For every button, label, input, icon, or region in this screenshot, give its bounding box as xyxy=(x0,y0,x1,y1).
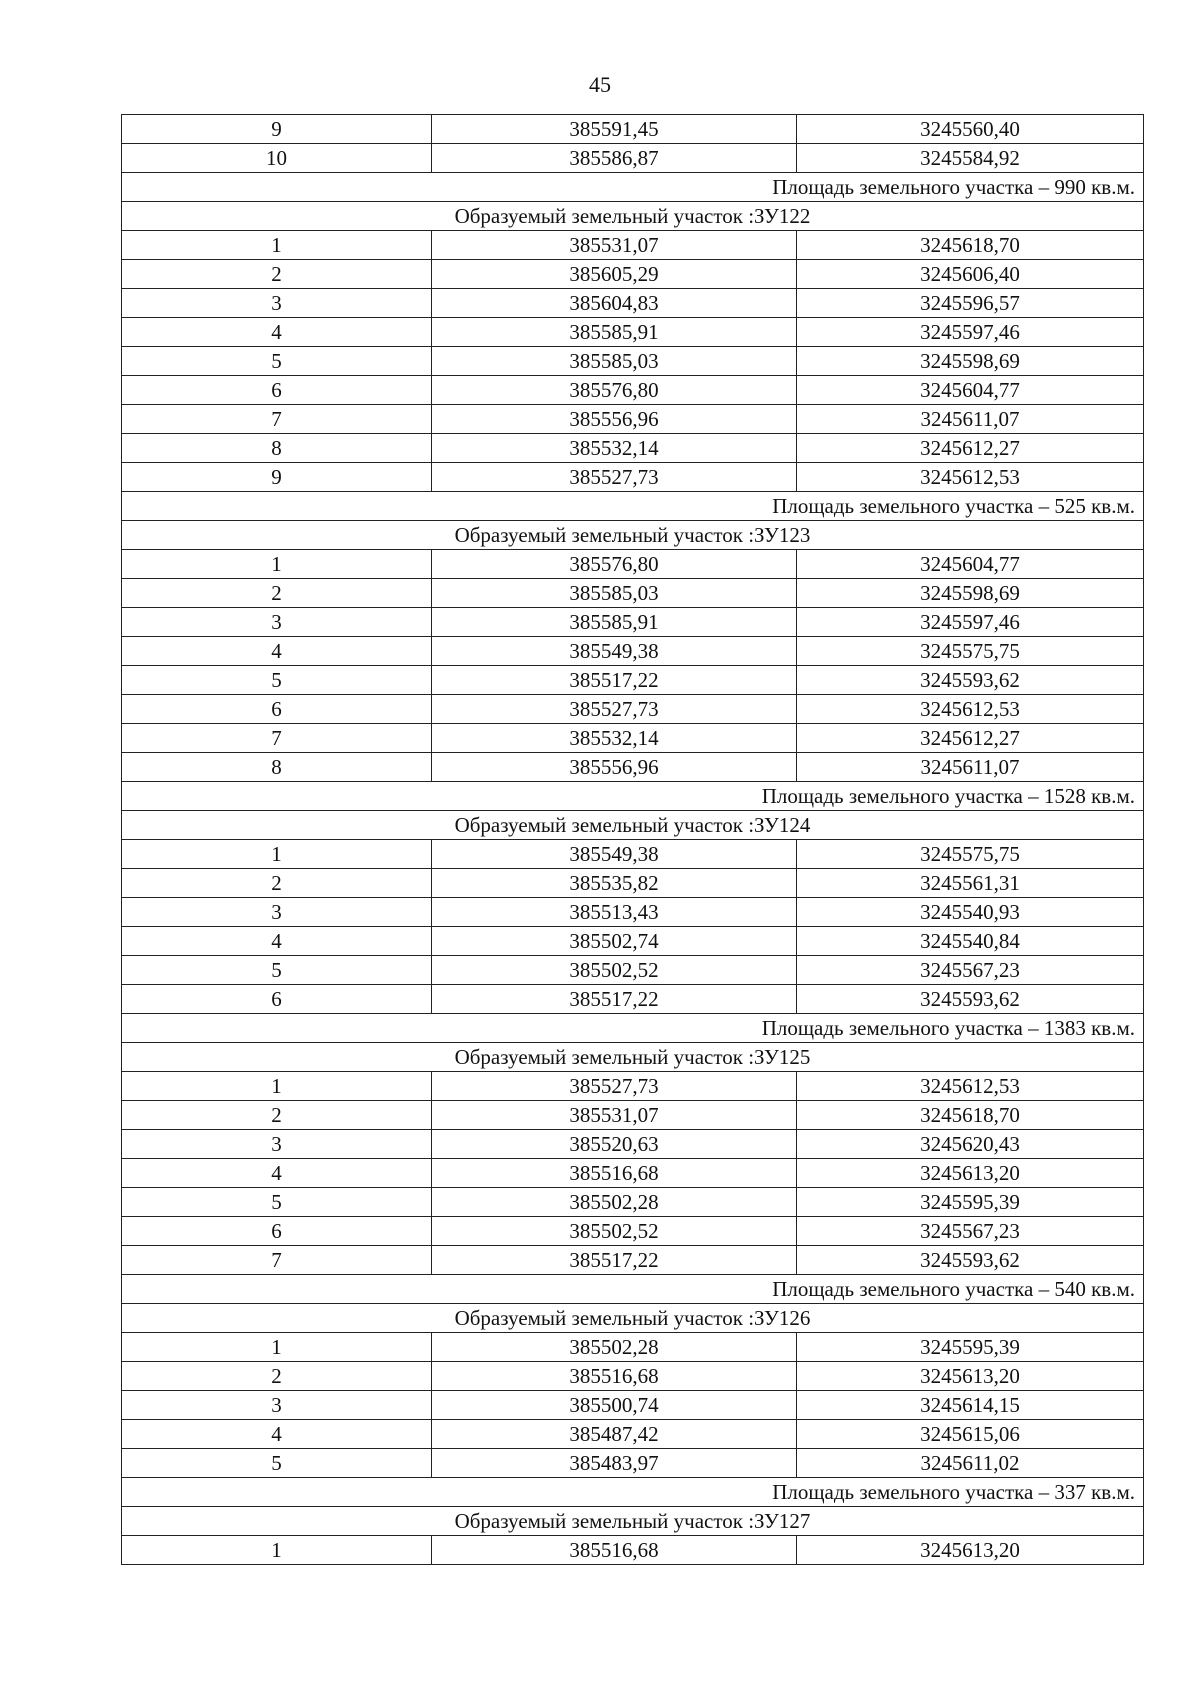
point-number-cell: 9 xyxy=(122,115,432,144)
x-coordinate-cell: 385585,03 xyxy=(432,347,797,376)
table-row xyxy=(122,115,1144,144)
point-number-cell: 3 xyxy=(122,1130,432,1159)
table-row xyxy=(122,695,1144,724)
y-coordinate-cell: 3245604,77 xyxy=(797,376,1144,405)
x-coordinate-cell: 385527,73 xyxy=(432,695,797,724)
parcel-title-text: Образуемый земельный участок :ЗУ122 xyxy=(122,202,1144,231)
y-coordinate-cell: 3245540,84 xyxy=(797,927,1144,956)
x-coordinate-cell: 385516,68 xyxy=(432,1159,797,1188)
table-row xyxy=(122,463,1144,492)
point-number-cell: 8 xyxy=(122,753,432,782)
x-coordinate-cell: 385549,38 xyxy=(432,840,797,869)
point-number-cell: 6 xyxy=(122,695,432,724)
parcel-title-text: Образуемый земельный участок :ЗУ126 xyxy=(122,1304,1144,1333)
parcel-area-text: Площадь земельного участка – 1528 кв.м. xyxy=(122,782,1144,811)
x-coordinate-cell: 385556,96 xyxy=(432,753,797,782)
x-coordinate-cell: 385576,80 xyxy=(432,376,797,405)
table-row xyxy=(122,144,1144,173)
x-coordinate-cell: 385527,73 xyxy=(432,463,797,492)
parcel-area-text: Площадь земельного участка – 525 кв.м. xyxy=(122,492,1144,521)
x-coordinate-cell: 385591,45 xyxy=(432,115,797,144)
point-number-cell: 2 xyxy=(122,1101,432,1130)
table-row xyxy=(122,753,1144,782)
point-number-cell: 4 xyxy=(122,1159,432,1188)
x-coordinate-cell: 385586,87 xyxy=(432,144,797,173)
x-coordinate-cell: 385502,74 xyxy=(432,927,797,956)
area-row xyxy=(122,1014,1144,1043)
table-row xyxy=(122,1420,1144,1449)
x-coordinate-cell: 385483,97 xyxy=(432,1449,797,1478)
x-coordinate-cell: 385500,74 xyxy=(432,1391,797,1420)
parcel-area-text: Площадь земельного участка – 337 кв.м. xyxy=(122,1478,1144,1507)
y-coordinate-cell: 3245597,46 xyxy=(797,318,1144,347)
point-number-cell: 4 xyxy=(122,1420,432,1449)
x-coordinate-cell: 385556,96 xyxy=(432,405,797,434)
point-number-cell: 7 xyxy=(122,724,432,753)
x-coordinate-cell: 385517,22 xyxy=(432,985,797,1014)
parcel-title-row xyxy=(122,1304,1144,1333)
point-number-cell: 10 xyxy=(122,144,432,173)
point-number-cell: 2 xyxy=(122,260,432,289)
coordinates-table xyxy=(121,114,1144,1565)
table-row xyxy=(122,1246,1144,1275)
table-row xyxy=(122,1391,1144,1420)
y-coordinate-cell: 3245595,39 xyxy=(797,1188,1144,1217)
point-number-cell: 5 xyxy=(122,347,432,376)
y-coordinate-cell: 3245567,23 xyxy=(797,1217,1144,1246)
page-number: 45 xyxy=(589,72,611,97)
point-number-cell: 7 xyxy=(122,1246,432,1275)
table-row xyxy=(122,376,1144,405)
point-number-cell: 4 xyxy=(122,318,432,347)
table-row xyxy=(122,724,1144,753)
x-coordinate-cell: 385576,80 xyxy=(432,550,797,579)
parcel-title-row xyxy=(122,521,1144,550)
y-coordinate-cell: 3245593,62 xyxy=(797,666,1144,695)
point-number-cell: 9 xyxy=(122,463,432,492)
y-coordinate-cell: 3245612,27 xyxy=(797,724,1144,753)
point-number-cell: 3 xyxy=(122,898,432,927)
table-row xyxy=(122,637,1144,666)
parcel-area-text: Площадь земельного участка – 990 кв.м. xyxy=(122,173,1144,202)
y-coordinate-cell: 3245620,43 xyxy=(797,1130,1144,1159)
point-number-cell: 6 xyxy=(122,985,432,1014)
point-number-cell: 1 xyxy=(122,550,432,579)
point-number-cell: 7 xyxy=(122,405,432,434)
y-coordinate-cell: 3245606,40 xyxy=(797,260,1144,289)
x-coordinate-cell: 385520,63 xyxy=(432,1130,797,1159)
point-number-cell: 3 xyxy=(122,1391,432,1420)
table-row xyxy=(122,898,1144,927)
y-coordinate-cell: 3245611,07 xyxy=(797,405,1144,434)
point-number-cell: 6 xyxy=(122,1217,432,1246)
area-row xyxy=(122,173,1144,202)
area-row xyxy=(122,782,1144,811)
point-number-cell: 4 xyxy=(122,927,432,956)
x-coordinate-cell: 385585,91 xyxy=(432,608,797,637)
y-coordinate-cell: 3245613,20 xyxy=(797,1536,1144,1565)
parcel-title-row xyxy=(122,1507,1144,1536)
point-number-cell: 3 xyxy=(122,608,432,637)
point-number-cell: 1 xyxy=(122,1536,432,1565)
y-coordinate-cell: 3245540,93 xyxy=(797,898,1144,927)
y-coordinate-cell: 3245614,15 xyxy=(797,1391,1144,1420)
x-coordinate-cell: 385502,52 xyxy=(432,1217,797,1246)
x-coordinate-cell: 385513,43 xyxy=(432,898,797,927)
x-coordinate-cell: 385517,22 xyxy=(432,666,797,695)
table-row xyxy=(122,1362,1144,1391)
parcel-title-text: Образуемый земельный участок :ЗУ127 xyxy=(122,1507,1144,1536)
table-row xyxy=(122,956,1144,985)
table-row xyxy=(122,260,1144,289)
parcel-title-row xyxy=(122,202,1144,231)
table-row xyxy=(122,579,1144,608)
y-coordinate-cell: 3245613,20 xyxy=(797,1362,1144,1391)
y-coordinate-cell: 3245618,70 xyxy=(797,1101,1144,1130)
point-number-cell: 1 xyxy=(122,1333,432,1362)
x-coordinate-cell: 385502,28 xyxy=(432,1333,797,1362)
table-row xyxy=(122,1536,1144,1565)
x-coordinate-cell: 385487,42 xyxy=(432,1420,797,1449)
table-row xyxy=(122,347,1144,376)
x-coordinate-cell: 385502,52 xyxy=(432,956,797,985)
parcel-title-text: Образуемый земельный участок :ЗУ123 xyxy=(122,521,1144,550)
x-coordinate-cell: 385516,68 xyxy=(432,1536,797,1565)
x-coordinate-cell: 385502,28 xyxy=(432,1188,797,1217)
parcel-title-row xyxy=(122,1043,1144,1072)
table-row xyxy=(122,1101,1144,1130)
x-coordinate-cell: 385517,22 xyxy=(432,1246,797,1275)
point-number-cell: 5 xyxy=(122,1449,432,1478)
y-coordinate-cell: 3245598,69 xyxy=(797,579,1144,608)
x-coordinate-cell: 385532,14 xyxy=(432,434,797,463)
table-row xyxy=(122,289,1144,318)
parcel-area-text: Площадь земельного участка – 1383 кв.м. xyxy=(122,1014,1144,1043)
table-row xyxy=(122,1188,1144,1217)
y-coordinate-cell: 3245595,39 xyxy=(797,1333,1144,1362)
x-coordinate-cell: 385604,83 xyxy=(432,289,797,318)
x-coordinate-cell: 385585,03 xyxy=(432,579,797,608)
point-number-cell: 1 xyxy=(122,1072,432,1101)
table-row xyxy=(122,1217,1144,1246)
y-coordinate-cell: 3245612,53 xyxy=(797,1072,1144,1101)
y-coordinate-cell: 3245611,07 xyxy=(797,753,1144,782)
y-coordinate-cell: 3245575,75 xyxy=(797,637,1144,666)
point-number-cell: 3 xyxy=(122,289,432,318)
y-coordinate-cell: 3245593,62 xyxy=(797,1246,1144,1275)
y-coordinate-cell: 3245561,31 xyxy=(797,869,1144,898)
table-row xyxy=(122,666,1144,695)
table-row xyxy=(122,927,1144,956)
table-row xyxy=(122,405,1144,434)
parcel-title-text: Образуемый земельный участок :ЗУ125 xyxy=(122,1043,1144,1072)
coordinates-table-body xyxy=(122,115,1144,1565)
point-number-cell: 2 xyxy=(122,579,432,608)
x-coordinate-cell: 385516,68 xyxy=(432,1362,797,1391)
parcel-title-row xyxy=(122,811,1144,840)
area-row xyxy=(122,1478,1144,1507)
y-coordinate-cell: 3245613,20 xyxy=(797,1159,1144,1188)
table-row xyxy=(122,434,1144,463)
table-row xyxy=(122,1449,1144,1478)
y-coordinate-cell: 3245597,46 xyxy=(797,608,1144,637)
y-coordinate-cell: 3245584,92 xyxy=(797,144,1144,173)
table-row xyxy=(122,231,1144,260)
y-coordinate-cell: 3245604,77 xyxy=(797,550,1144,579)
y-coordinate-cell: 3245596,57 xyxy=(797,289,1144,318)
table-row xyxy=(122,840,1144,869)
table-row xyxy=(122,550,1144,579)
y-coordinate-cell: 3245615,06 xyxy=(797,1420,1144,1449)
x-coordinate-cell: 385549,38 xyxy=(432,637,797,666)
x-coordinate-cell: 385531,07 xyxy=(432,231,797,260)
x-coordinate-cell: 385605,29 xyxy=(432,260,797,289)
point-number-cell: 1 xyxy=(122,231,432,260)
point-number-cell: 5 xyxy=(122,956,432,985)
table-row xyxy=(122,1072,1144,1101)
x-coordinate-cell: 385585,91 xyxy=(432,318,797,347)
table-row xyxy=(122,1130,1144,1159)
point-number-cell: 4 xyxy=(122,637,432,666)
point-number-cell: 2 xyxy=(122,1362,432,1391)
point-number-cell: 2 xyxy=(122,869,432,898)
x-coordinate-cell: 385531,07 xyxy=(432,1101,797,1130)
y-coordinate-cell: 3245618,70 xyxy=(797,231,1144,260)
table-row xyxy=(122,318,1144,347)
y-coordinate-cell: 3245611,02 xyxy=(797,1449,1144,1478)
y-coordinate-cell: 3245598,69 xyxy=(797,347,1144,376)
point-number-cell: 6 xyxy=(122,376,432,405)
parcel-area-text: Площадь земельного участка – 540 кв.м. xyxy=(122,1275,1144,1304)
y-coordinate-cell: 3245612,53 xyxy=(797,695,1144,724)
area-row xyxy=(122,492,1144,521)
table-row xyxy=(122,1333,1144,1362)
table-row xyxy=(122,985,1144,1014)
y-coordinate-cell: 3245612,53 xyxy=(797,463,1144,492)
table-row xyxy=(122,608,1144,637)
y-coordinate-cell: 3245567,23 xyxy=(797,956,1144,985)
y-coordinate-cell: 3245575,75 xyxy=(797,840,1144,869)
area-row xyxy=(122,1275,1144,1304)
table-row xyxy=(122,1159,1144,1188)
point-number-cell: 1 xyxy=(122,840,432,869)
x-coordinate-cell: 385527,73 xyxy=(432,1072,797,1101)
y-coordinate-cell: 3245593,62 xyxy=(797,985,1144,1014)
y-coordinate-cell: 3245560,40 xyxy=(797,115,1144,144)
y-coordinate-cell: 3245612,27 xyxy=(797,434,1144,463)
point-number-cell: 8 xyxy=(122,434,432,463)
x-coordinate-cell: 385532,14 xyxy=(432,724,797,753)
parcel-title-text: Образуемый земельный участок :ЗУ124 xyxy=(122,811,1144,840)
point-number-cell: 5 xyxy=(122,666,432,695)
x-coordinate-cell: 385535,82 xyxy=(432,869,797,898)
point-number-cell: 5 xyxy=(122,1188,432,1217)
table-row xyxy=(122,869,1144,898)
